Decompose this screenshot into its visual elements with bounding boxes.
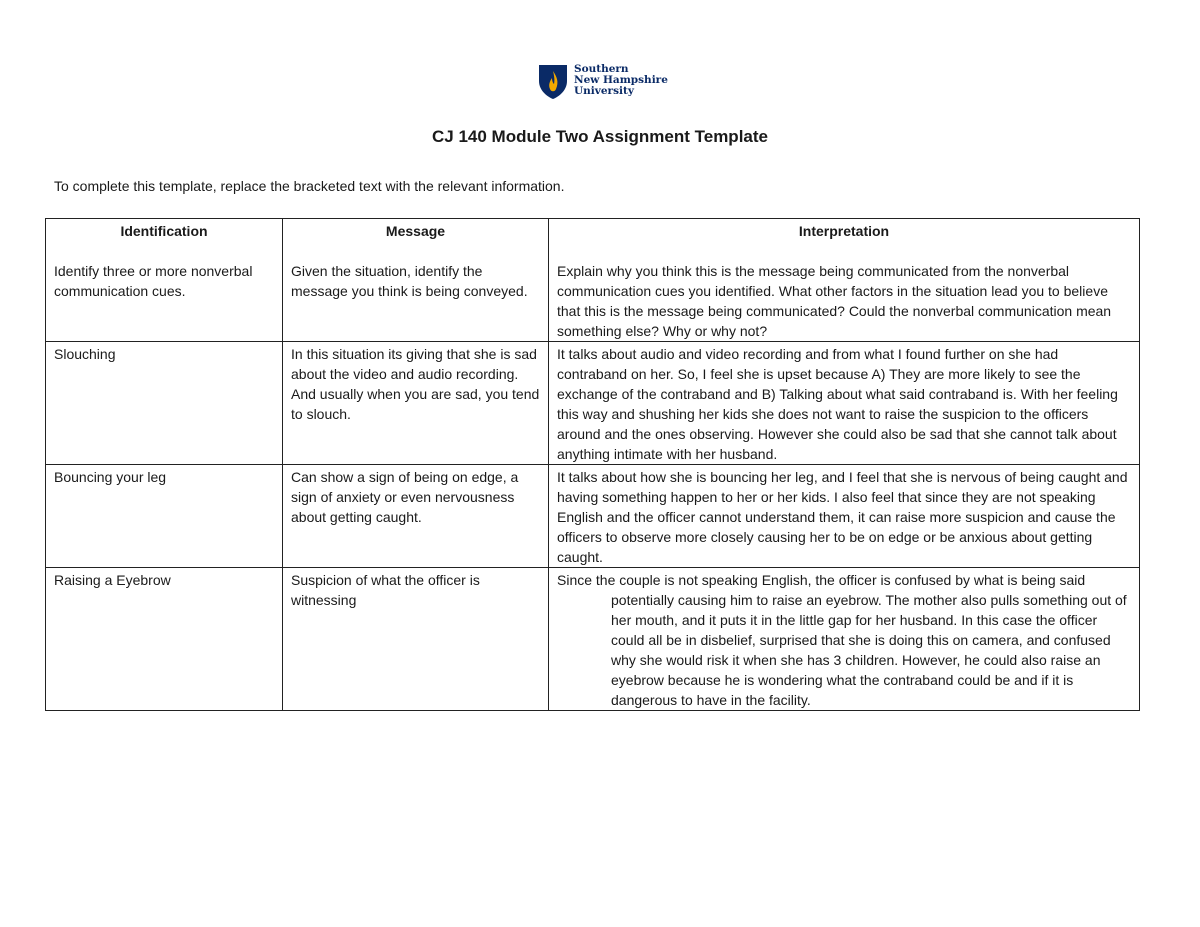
interpretation-cell: It talks about audio and video recording and from what I found further on she had contraband on her. So, I feel she is upset because A) They are more likely to see the exchange of the contraband and B) Talking about what said contraband is. With her feeling this way and shushing her kids she does not want to raise the suspicion to the officers around and the ones observing. However she could also be sad that she cannot talk about anything intimate with her husband. (549, 342, 1140, 465)
interpretation-text: Since the couple is not speaking English, the officer is confused by what is being said potentially causing him to raise an eyebrow. The mother also pulls something out of her mouth, and it puts it in the little gap for her husband. In this case the officer could all be in disbelief, surprised that she is doing this on camera, and confused why she would risk it when she has 3 children. However, he could also raise an eyebrow because he is wondering what the contraband could be and if it is dangerous to have in the facility. (557, 572, 1127, 708)
message-cell: Suspicion of what the officer is witnessing (283, 568, 549, 711)
intro-text: To complete this template, replace the bracketed text with the relevant information. (54, 178, 565, 194)
interpretation-cell (549, 568, 1140, 711)
message-cell: In this situation its giving that she is sad about the video and audio recording. And usually when you are sad, you tend to slouch. (283, 342, 549, 465)
assignment-table (45, 218, 1140, 711)
header-cell-identification (46, 219, 283, 342)
logo-line-3: University (574, 85, 634, 97)
column-instruction: Given the situation, identify the message you think is being conveyed. (291, 263, 528, 299)
column-instruction: Explain why you think this is the message being communicated from the nonverbal communication cues you identified. What other factors in the situation lead you to believe that this is the message being communicated? Could the nonverbal communication mean something else? Why or why not? (557, 263, 1112, 339)
header-cell-interpretation (549, 219, 1140, 342)
logo-line-2: New Hampshire (574, 74, 668, 86)
shield-flame-icon (538, 64, 568, 100)
table-row (46, 465, 1140, 568)
logo-wordmark (574, 64, 668, 97)
interpretation-cell: It talks about how she is bouncing her leg, and I feel that she is nervous of being caught and having something happen to her or her kids. I also feel that since they are not speaking English and the officer cannot understand them, it can raise more suspicion and cause the officers to observe more closely causing her to be on edge or be anxious about getting caught. (549, 465, 1140, 568)
university-logo (538, 64, 668, 100)
column-header: Identification (120, 223, 208, 239)
table-row (46, 342, 1140, 465)
cue-cell: Bouncing your leg (46, 465, 283, 568)
column-header: Interpretation (798, 223, 890, 239)
table-header-row (46, 219, 1140, 342)
column-header: Message (385, 223, 446, 239)
message-cell: Can show a sign of being on edge, a sign of anxiety or even nervousness about getting caught. (283, 465, 549, 568)
logo-line-1: Southern (574, 63, 629, 75)
header-cell-message (283, 219, 549, 342)
cue-cell: Slouching (46, 342, 283, 465)
table-row (46, 568, 1140, 711)
cue-cell: Raising a Eyebrow (46, 568, 283, 711)
column-instruction: Identify three or more nonverbal communication cues. (54, 263, 253, 299)
document-title: CJ 140 Module Two Assignment Template (432, 127, 768, 146)
